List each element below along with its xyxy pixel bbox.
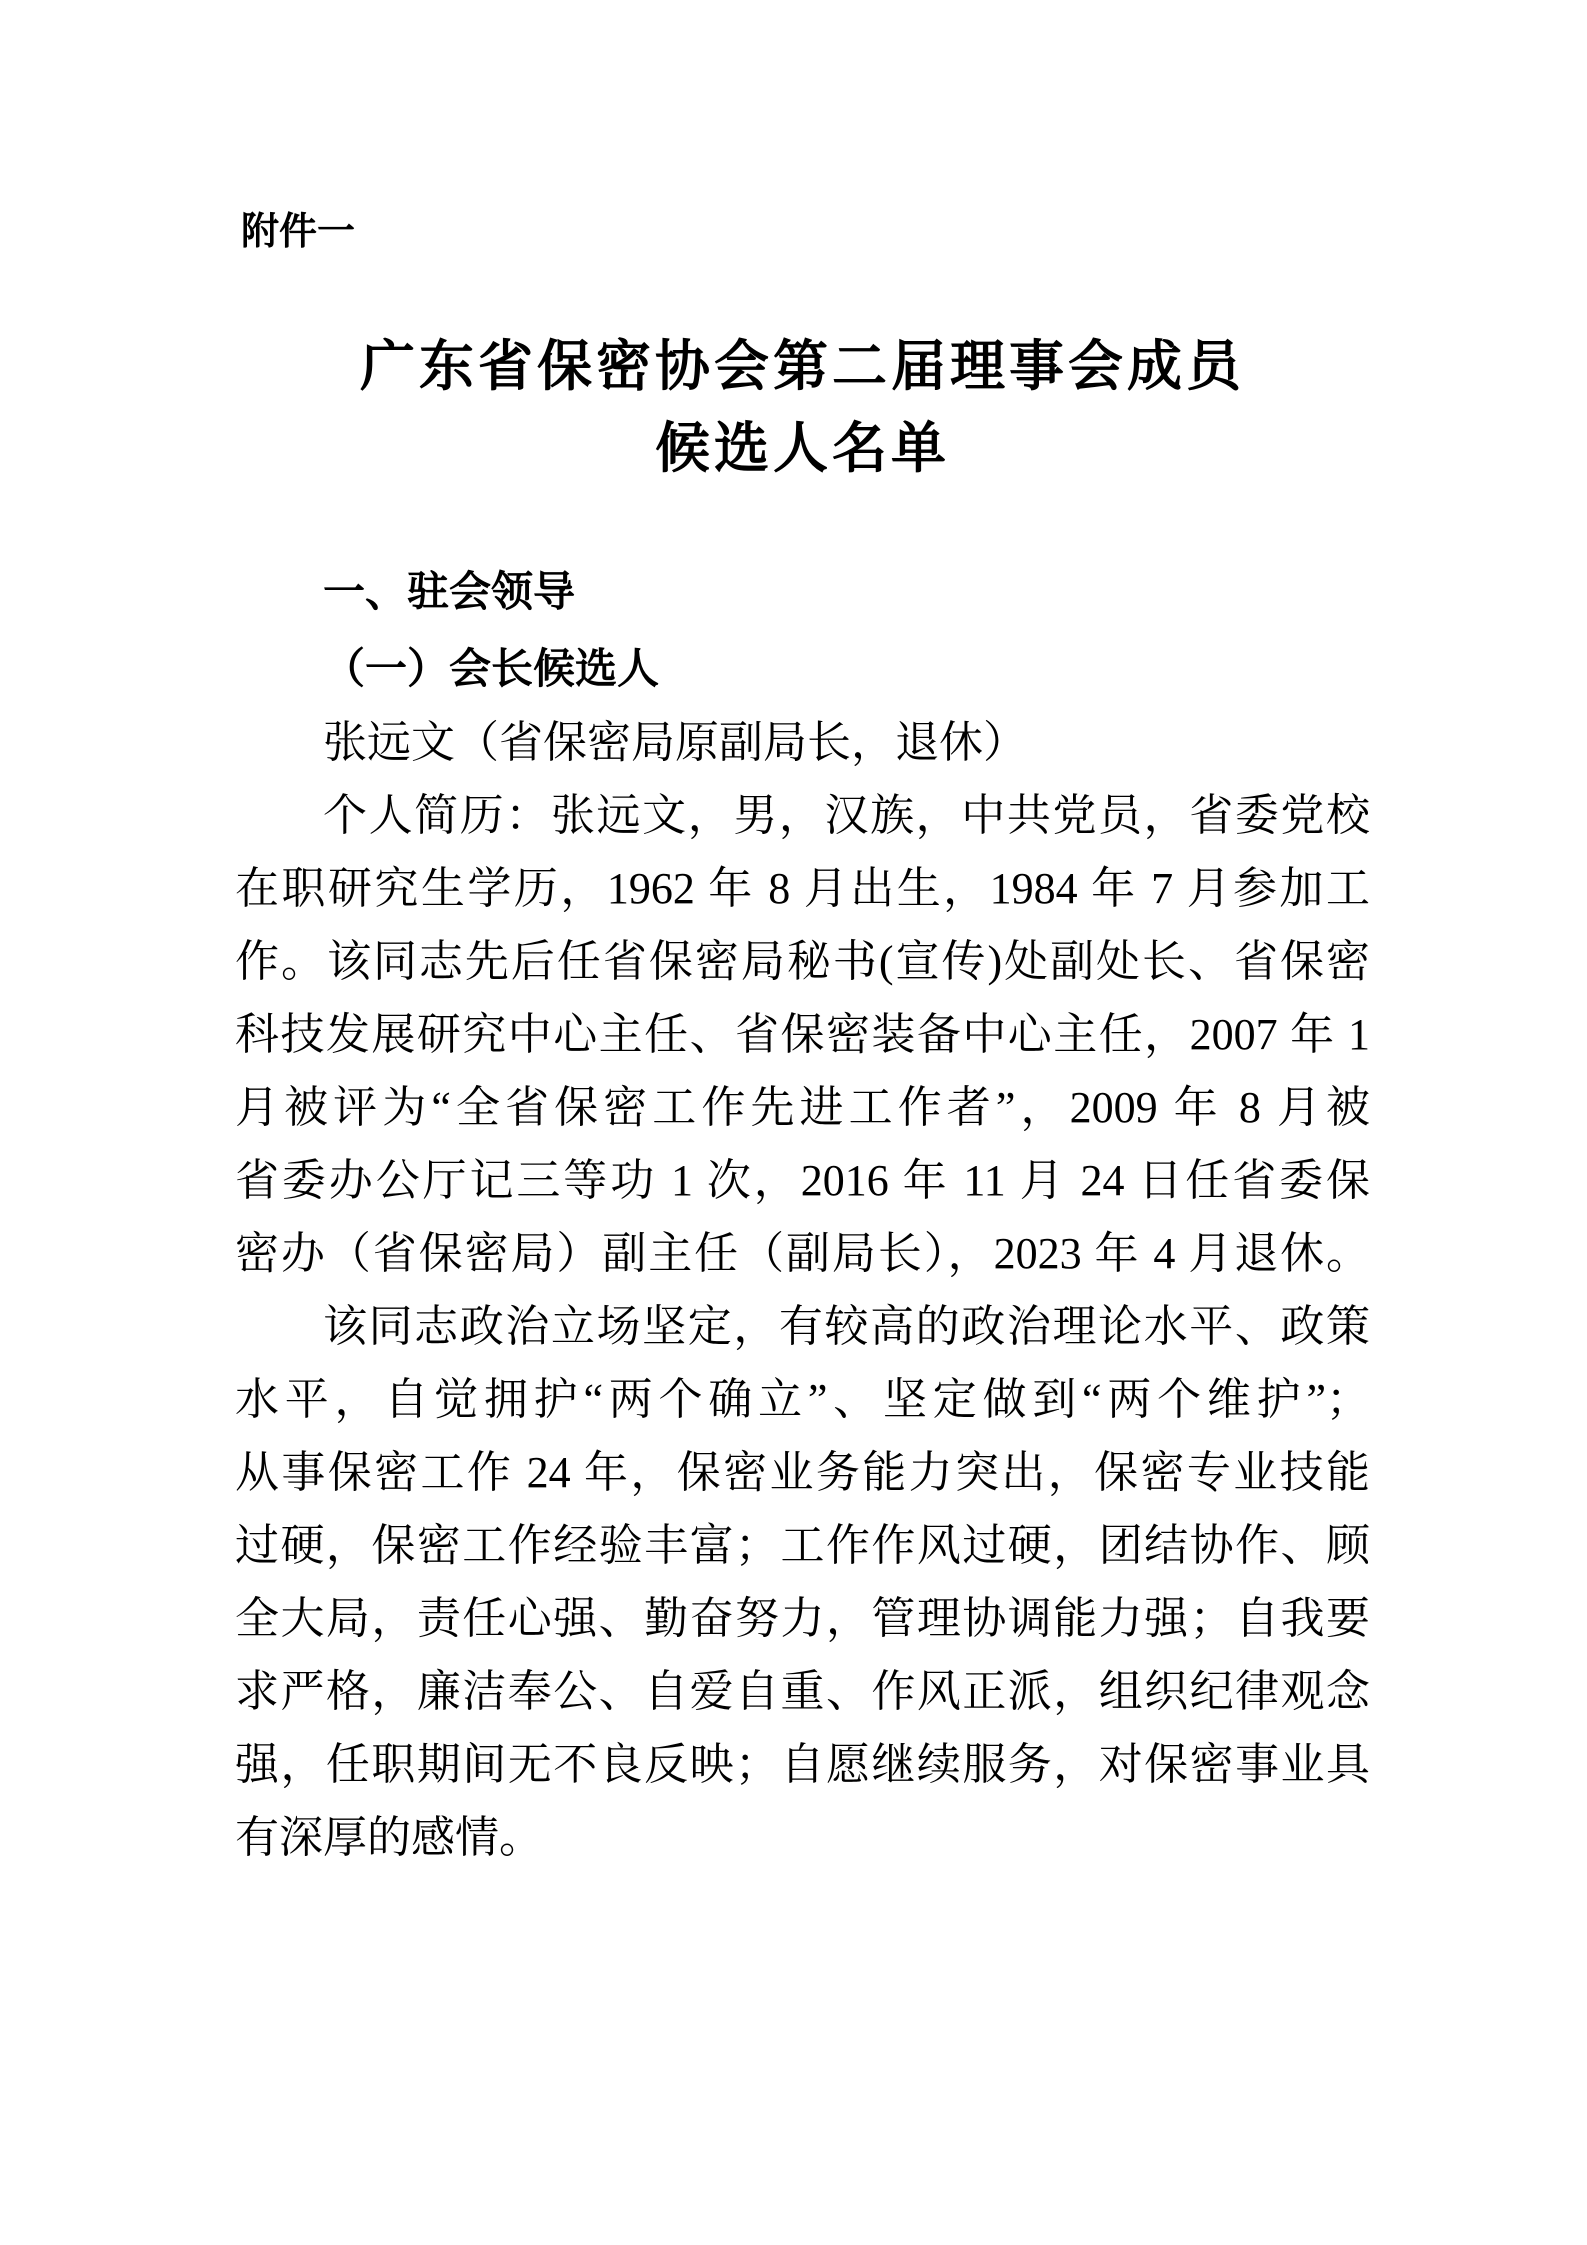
text-line: 在职研究生学历，1962 年 8 月出生，1984 年 7 月参加工 — [235, 864, 1370, 913]
text-line: 密办（省保密局）副主任（副局长），2023 年 4 月退休。 — [235, 1229, 1370, 1278]
text-line: 强，任职期间无不良反映；自愿继续服务，对保密事业具 — [235, 1740, 1370, 1789]
candidate-name-line — [235, 706, 1370, 779]
text-line: 全大局，责任心强、勤奋努力，管理协调能力强；自我要 — [235, 1594, 1370, 1643]
section-heading: 一、驻会领导 — [323, 568, 576, 615]
text-line: 过硬，保密工作经验丰富；工作作风过硬，团结协作、顾 — [235, 1521, 1370, 1570]
bio-paragraph-2 — [235, 1290, 1370, 1874]
document-title-line2: 候选人名单 — [654, 418, 950, 479]
text-line: 科技发展研究中心主任、省保密装备中心主任，2007 年 1 — [235, 1010, 1370, 1059]
text-line: 省委办公厅记三等功 1 次，2016 年 11 月 24 日任省委保 — [235, 1156, 1370, 1205]
text-line: 该同志政治立场坚定，有较高的政治理论水平、政策 — [323, 1302, 1370, 1351]
text-line: 作。该同志先后任省保密局秘书(宣传)处副处长、省保密 — [235, 937, 1370, 986]
subsection-heading: （一）会长候选人 — [323, 645, 660, 692]
document-content — [235, 0, 1370, 2245]
text-line: 个人简历：张远文，男，汉族，中共党员，省委党校 — [323, 791, 1370, 840]
document-title-line1: 广东省保密协会第二届理事会成员 — [359, 336, 1245, 397]
text-line: 月被评为“全省保密工作先进工作者”，2009 年 8 月被 — [235, 1083, 1370, 1132]
attachment-label: 附件一 — [241, 211, 356, 253]
text-line: 求严格，廉洁奉公、自爱自重、作风正派，组织纪律观念 — [235, 1667, 1370, 1716]
bio-paragraph-1 — [235, 779, 1370, 1290]
body-text — [235, 706, 1370, 1874]
text-line: 从事保密工作 24 年，保密业务能力突出，保密专业技能 — [235, 1448, 1370, 1497]
text-line: 水平，自觉拥护“两个确立”、坚定做到“两个维护”； — [235, 1375, 1370, 1424]
candidate-name-text: 张远文（省保密局原副局长，退休） — [323, 718, 1027, 767]
document-title — [235, 326, 1370, 490]
text-line: 有深厚的感情。 — [235, 1813, 543, 1862]
